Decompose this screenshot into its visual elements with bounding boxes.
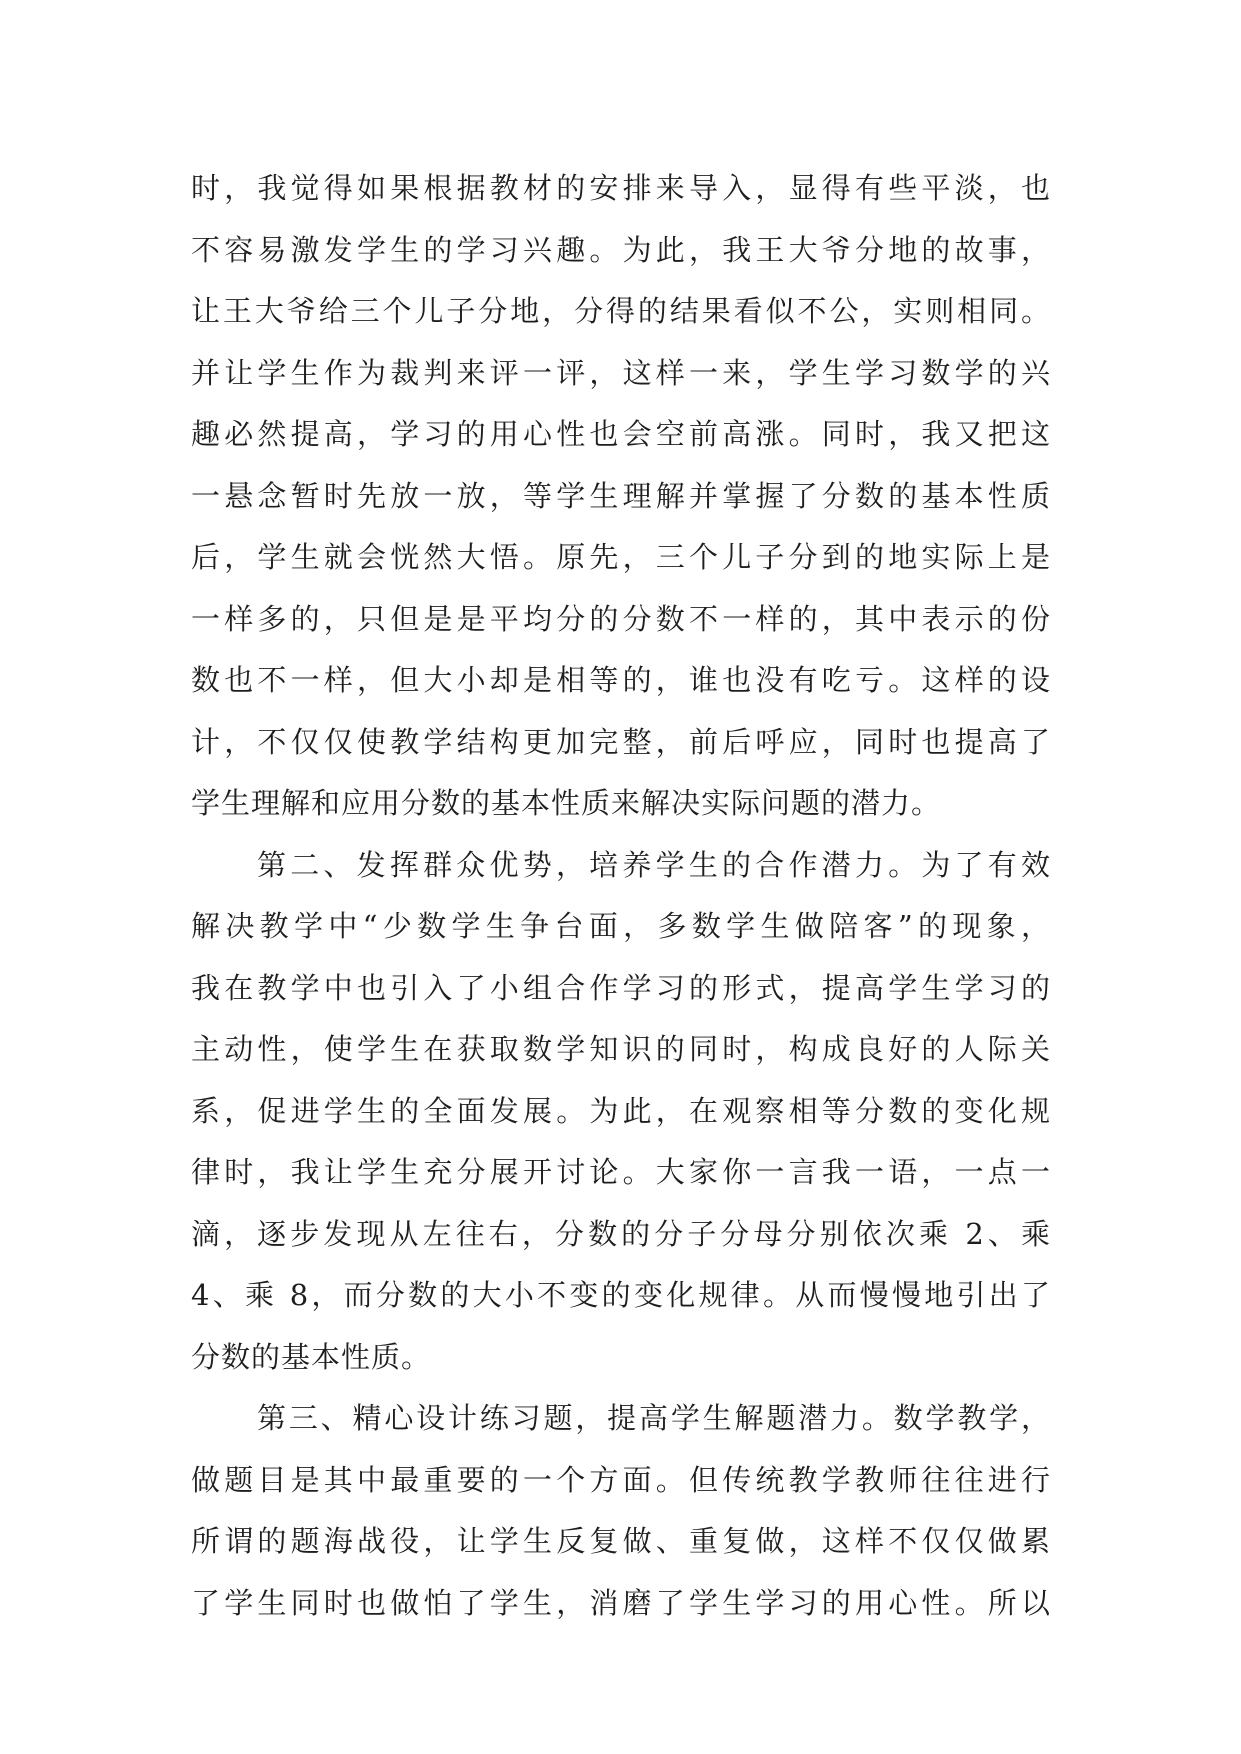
text-line: 一悬念暂时先放一放，等学生理解并掌握了分数的基本性质 (191, 478, 1051, 513)
text-line: 我在教学中也引入了小组合作学习的形式，提高学生学习的 (191, 970, 1051, 1005)
text-line: 主动性，使学生在获取数学知识的同时，构成良好的人际关 (191, 1032, 1051, 1066)
text-line: 趣必然提高，学习的用心性也会空前高涨。同时，我又把这 (191, 417, 1051, 451)
text-line: 学生理解和应用分数的基本性质来解决实际问题的潜力。 (191, 786, 942, 820)
text-line: 时，我觉得如果根据教材的安排来导入，显得有些平淡，也 (191, 171, 1051, 205)
text-line: 让王大爷给三个儿子分地，分得的结果看似不公，实则相同。 (191, 294, 1051, 328)
text-line: 不容易激发学生的学习兴趣。为此，我王大爷分地的故事， (191, 232, 1051, 267)
text-line: 了学生同时也做怕了学生，消磨了学生学习的用心性。所以 (191, 1585, 1051, 1620)
body-text (191, 158, 1051, 1634)
text-line: 第二、发挥群众优势，培养学生的合作潜力。为了有效 (257, 847, 1051, 882)
text-line: 后，学生就会恍然大悟。原先，三个儿子分到的地实际上是 (191, 540, 1051, 574)
text-line: 解决教学中“少数学生争台面，多数学生做陪客”的现象， (191, 909, 1051, 943)
text-line: 滴，逐步发现从左往右，分数的分子分母分别依次乘 2、乘 (191, 1216, 1051, 1251)
text-line: 4、乘 8，而分数的大小不变的变化规律。从而慢慢地引出了 (191, 1278, 1051, 1312)
text-line: 律时，我让学生充分展开讨论。大家你一言我一语，一点一 (191, 1155, 1051, 1189)
text-line: 系，促进学生的全面发展。为此，在观察相等分数的变化规 (191, 1093, 1051, 1128)
text-line: 计，不仅仅使教学结构更加完整，前后呼应，同时也提高了 (191, 724, 1051, 759)
text-line: 第三、精心设计练习题，提高学生解题潜力。数学教学， (257, 1401, 1051, 1435)
text-line: 并让学生作为裁判来评一评，这样一来，学生学习数学的兴 (191, 355, 1051, 390)
text-line: 做题目是其中最重要的一个方面。但传统教学教师往往进行 (191, 1462, 1051, 1497)
text-line: 分数的基本性质。 (191, 1339, 432, 1374)
text-line: 一样多的，只但是是平均分的分数不一样的，其中表示的份 (191, 601, 1051, 636)
text-line: 数也不一样，但大小却是相等的，谁也没有吃亏。这样的设 (191, 663, 1051, 697)
text-line: 所谓的题海战役，让学生反复做、重复做，这样不仅仅做累 (191, 1524, 1051, 1558)
